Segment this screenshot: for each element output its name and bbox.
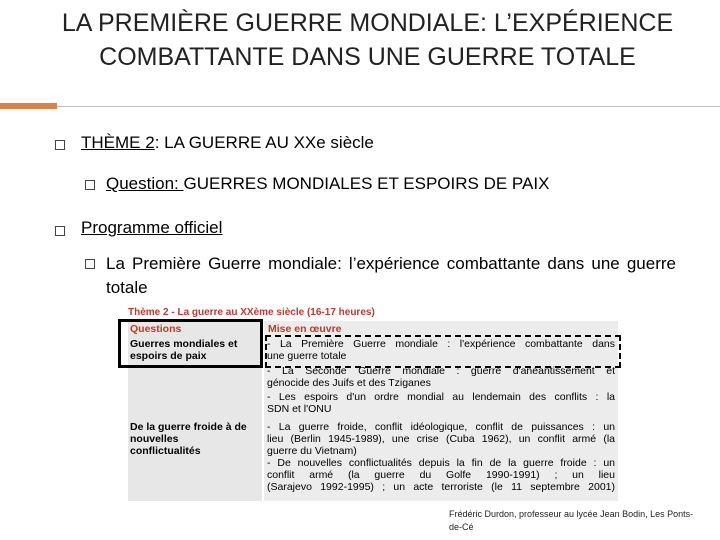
table-header: Thème 2 - La guerre au XXème siècle (16-17 heures)	[128, 307, 375, 318]
title-accent-bar	[0, 103, 57, 109]
mise-line: génocide des Juifs et des Tziganes	[267, 377, 431, 389]
mise-line: SDN et l'ONU	[267, 403, 332, 415]
mise-line: - Les espoirs d'un ordre mondial au lendemain des conflits : la	[267, 391, 615, 403]
square-bullet-icon	[55, 140, 65, 150]
question-cell-line: De la guerre froide à de	[130, 421, 247, 433]
mise-line: conflit armé (la guerre du Golfe 1990-1991) ; un lieu	[267, 469, 615, 481]
theme-label: THÈME 2	[81, 133, 155, 152]
mise-line: - La Première Guerre mondiale : l'expérience combattante dans	[267, 338, 615, 350]
mise-en-oeuvre-heading: Mise en œuvre	[268, 323, 342, 335]
programme-item: La Première Guerre mondiale: l’expérience combattante dans une guerre totale	[106, 254, 676, 297]
highlight-frame-programme	[265, 335, 621, 368]
square-bullet-icon	[55, 226, 65, 236]
theme-line	[81, 132, 374, 154]
author-credit: Frédéric Durdon, professeur au lycée Jean Bodin, Les Ponts-de-Cé	[449, 509, 694, 532]
slide-title: LA PREMIÈRE GUERRE MONDIALE: L’EXPÉRIENCE COMBATTANTE DANS UNE GUERRE TOTALE	[61, 9, 674, 71]
question-cell-2	[130, 421, 247, 457]
question-text: GUERRES MONDIALES ET ESPOIRS DE PAIX	[183, 174, 550, 193]
question-label: Question:	[106, 174, 184, 193]
question-cell-line: espoirs de paix	[130, 350, 207, 362]
square-bullet-icon	[85, 180, 95, 190]
mise-line: - De nouvelles conflictualités depuis la fin de la guerre froide : un	[267, 457, 615, 469]
mise-line: une guerre totale	[267, 350, 347, 362]
mise-line: - La Seconde Guerre mondiale : guerre d'anéantissement et	[267, 365, 615, 377]
programme-heading: Programme officiel	[81, 218, 223, 237]
theme-text: : LA GUERRE AU XXe siècle	[154, 133, 374, 152]
mise-line: lieu (Berlin 1945-1989), une crise (Cuba 1962), un conflit armé (la	[267, 433, 615, 445]
question-cell-line: Guerres mondiales et	[130, 338, 238, 350]
square-bullet-icon	[85, 259, 95, 269]
question-line	[106, 173, 549, 195]
question-cell-line: nouvelles	[130, 433, 179, 445]
question-cell-line: conflictualités	[130, 445, 201, 457]
mise-line: (Sarajevo 1992-1995) ; un acte terroriste (le 11 septembre 2001)	[267, 481, 615, 493]
title-divider	[57, 106, 720, 107]
mise-line: guerre du Vietnam)	[267, 445, 357, 457]
mise-line: - La guerre froide, conflit idéologique, conflit de puissances : un	[267, 421, 615, 433]
questions-heading: Questions	[130, 323, 182, 335]
highlight-frame-question	[118, 319, 263, 368]
